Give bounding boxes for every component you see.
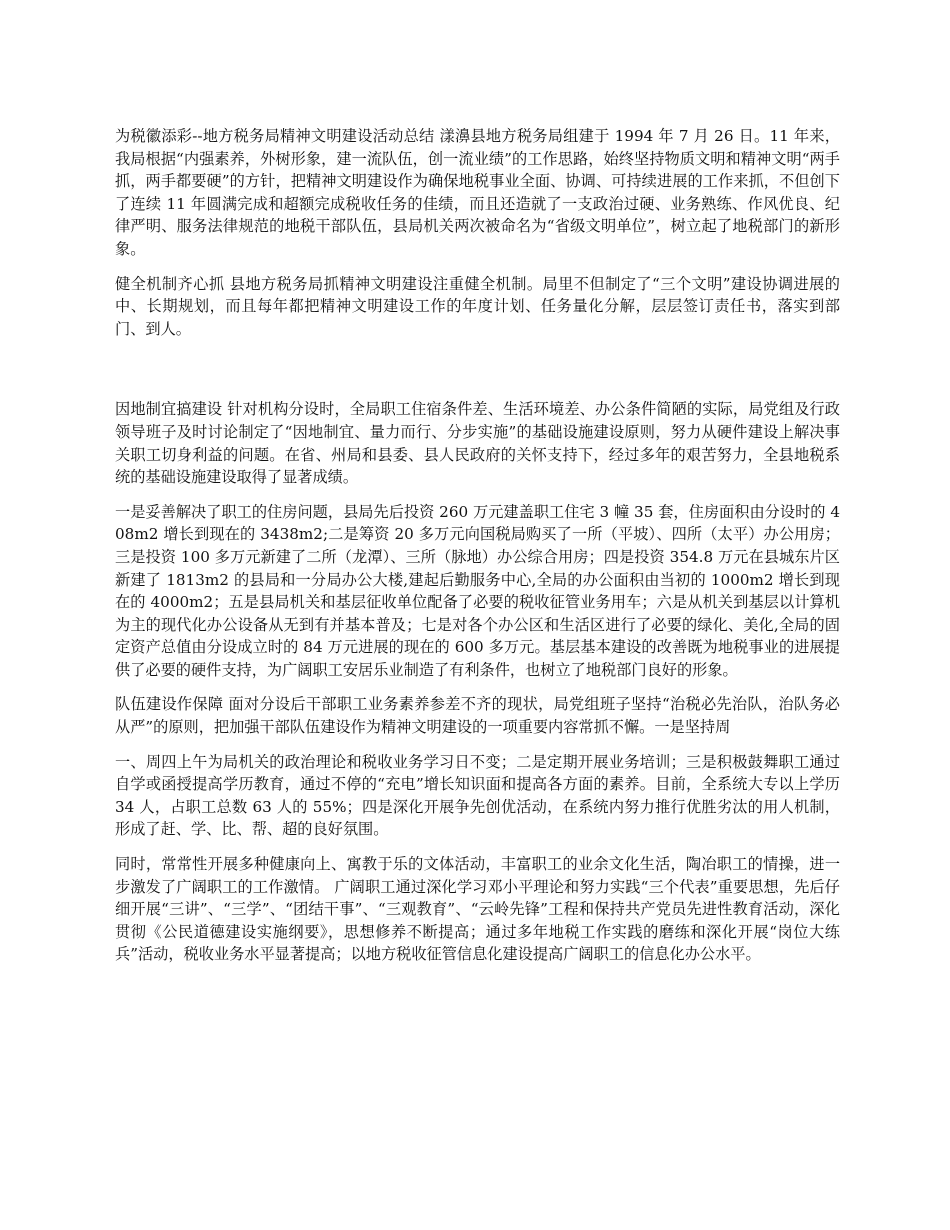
paragraph-infrastructure: 因地制宜搞建设 针对机构分设时，全局职工住宿条件差、生活环境差、办公条件简陋的实际，局党组及行政领导班子及时讨论制定了“因地制宜、量力而行、分步实施”的基础设施建设原则，努力从硬件建设上解决事关职工切身利益的问题。在省、州局和县委、县人民政府的关怀支持下，经过多年的艰苦努力，全县地税系统的基础设施建设取得了显著成绩。 <box>115 400 840 487</box>
document-body <box>115 125 840 978</box>
paragraph-intro: 为税徽添彩--地方税务局精神文明建设活动总结 漾濞县地方税务局组建于 1994 年 7 月 26 日。11 年来，我局根据“内强素养，外树形象，建一流队伍，创一流业绩”的工作思路，始终坚持物质文明和精神文明“两手抓，两手都要硬”的方针，把精神文明建设作为确保地税事业全面、协调、可持续进展的工作来抓，不但创下了连续 11 年圆满完成和超额完成税收任务的佳绩，而且还造就了一支政治过硬、业务熟练、作风优良、纪律严明、服务法律规范的地税干部队伍，县局机关两次被命名为“省级文明单位”，树立起了地税部门的新形象。 <box>115 127 840 258</box>
paragraph-achievements: 一是妥善解决了职工的住房问题，县局先后投资 260 万元建盖职工住宅 3 幢 35 套，住房面积由分设时的 408m2 增长到现在的 3438m2;二是筹资 20 多万元向国税局购买了一所（平坡）、四所（太平）办公用房；三是投资 100 多万元新建了二所（龙潭）、三所（脉地）办公综合用房；四是投资 354.8 万元在县城东片区新建了 1813m2 的县局和一分局办公大楼,建起后勤服务中心,全局的办公面积由当初的 1000m2 增长到现在的 4000m2；五是县局机关和基层征收单位配备了必要的税收征管业务用车；六是从机关到基层以计算机为主的现代化办公设备从无到有并基本普及；七是对各个办公区和生活区进行了必要的绿化、美化,全局的固定资产总值由分设成立时的 84 万元进展的现在的 600 多万元。基层基本建设的改善既为地税事业的进展提供了必要的硬件支持，为广阔职工安居乐业制造了有利条件，也树立了地税部门良好的形象。 <box>115 502 840 679</box>
paragraph-mechanism: 健全机制齐心抓 县地方税务局抓精神文明建设注重健全机制。局里不但制定了“三个文明”建设协调进展的中、长期规划，而且每年都把精神文明建设工作的年度计划、任务量化分解，层层签订责任书，落实到部门、到人。 <box>115 274 840 338</box>
paragraph-team-building: 队伍建设作保障 面对分设后干部职工业务素养参差不齐的现状，局党组班子坚持“治税必先治队，治队务必从严”的原则，把加强干部队伍建设作为精神文明建设的一项重要内容常抓不懈。一是坚持周 <box>115 695 840 737</box>
paragraph-activities: 同时，常常性开展多种健康向上、寓教于乐的文体活动，丰富职工的业余文化生活，陶冶职工的情操，进一步激发了广阔职工的工作激情。 广阔职工通过深化学习邓小平理论和努力实践“三个代表”重要思想，先后仔细开展“三讲”、“三学”、“团结干事”、“三观教育”、“云岭先锋”工程和保持共产党员先进性教育活动，深化贯彻《公民道德建设实施纲要》，思想修养不断提高；通过多年地税工作实践的磨练和深化开展“岗位大练兵”活动，税收业务水平显著提高；以地方税收征管信息化建设提高广阔职工的信息化办公水平。 <box>115 855 840 964</box>
blank-gap <box>115 352 840 398</box>
paragraph-training: 一、周四上午为局机关的政治理论和税收业务学习日不变；二是定期开展业务培训；三是积极鼓舞职工通过自学或函授提高学历教育，通过不停的“充电”增长知识面和提高各方面的素养。目前，全系统大专以上学历 34 人，占职工总数 63 人的 55%；四是深化开展争先创优活动，在系统内努力推行优胜劣汰的用人机制，形成了赶、学、比、帮、超的良好氛围。 <box>115 752 840 839</box>
